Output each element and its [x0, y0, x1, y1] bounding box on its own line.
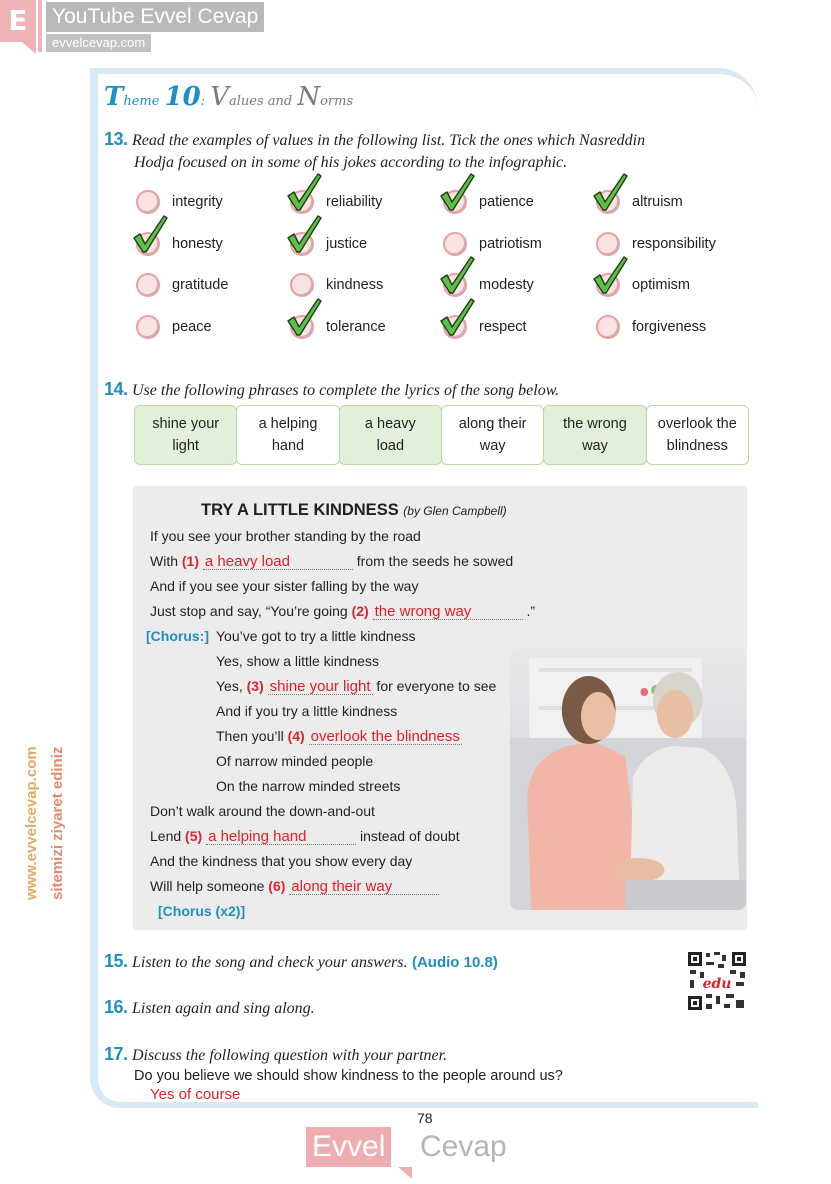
- kindness-photo: [510, 648, 746, 910]
- lyric-line: [150, 877, 439, 895]
- phrase-line2: hand: [271, 438, 305, 454]
- phrase-line1: overlook the: [657, 416, 737, 432]
- value-checkbox-optimism[interactable]: [596, 269, 746, 301]
- song-title-text: TRY A LITTLE KINDNESS: [201, 501, 399, 519]
- song-author: (by Glen Campbell): [403, 504, 507, 518]
- lyric-text: Will help someone: [150, 878, 269, 894]
- answer-blank[interactable]: [289, 878, 439, 895]
- theme-v-initial: V: [210, 82, 229, 112]
- question-number: 16.: [104, 997, 128, 1017]
- page-number: 78: [417, 1110, 433, 1126]
- value-label: responsibility: [632, 235, 716, 252]
- phrase-line1: shine your: [152, 416, 220, 432]
- value-label: tolerance: [326, 318, 386, 335]
- value-label: forgiveness: [632, 318, 707, 335]
- phrase-text: [259, 413, 318, 457]
- question-text: Listen to the song and check your answers.: [131, 954, 408, 971]
- theme-n-initial: N: [297, 82, 321, 112]
- phrase-line1: the wrong: [563, 416, 627, 432]
- question-text: Read the examples of values in the following list. Tick the ones which Nasreddin: [131, 132, 646, 149]
- phrase-card[interactable]: [441, 405, 544, 465]
- checkmark-icon: [286, 172, 322, 212]
- lyric-text: .”: [522, 603, 536, 619]
- question-text-line2: Hodja focused on in some of his jokes according to the infographic.: [134, 154, 568, 171]
- value-label: altruism: [632, 194, 683, 210]
- value-label: modesty: [479, 277, 534, 293]
- value-label: optimism: [632, 277, 691, 293]
- question-text: Listen again and sing along.: [131, 1000, 315, 1017]
- lyric-text: Just stop and say, “You’re going: [150, 603, 352, 619]
- lyric-line: [216, 677, 496, 695]
- answer-text: a heavy load: [204, 553, 290, 570]
- lyric-line: [216, 727, 462, 745]
- checkbox-circle[interactable]: [596, 315, 620, 339]
- theme-colon: :: [200, 94, 206, 109]
- phrase-text: [152, 413, 219, 457]
- value-checkbox-patience[interactable]: [443, 186, 596, 218]
- value-label: honesty: [172, 235, 223, 252]
- footer-brand-evvel: Evvel: [306, 1127, 391, 1167]
- lyric-text: for everyone to see: [372, 678, 497, 694]
- checkbox-circle[interactable]: [136, 315, 160, 339]
- checkbox-circle[interactable]: [136, 190, 160, 214]
- checkmark-icon: [286, 297, 322, 337]
- blank-number: (1): [181, 553, 200, 569]
- qr-code[interactable]: [686, 950, 748, 1012]
- value-label: justice: [326, 235, 368, 252]
- question-15: [104, 950, 498, 974]
- blank-number: (6): [268, 878, 286, 894]
- value-checkbox-justice[interactable]: [290, 228, 443, 260]
- phrase-bank: [134, 405, 748, 465]
- value-label: reliability: [326, 194, 383, 210]
- theme-word: heme: [123, 94, 160, 109]
- value-label: peace: [172, 318, 212, 335]
- checkmark-icon: [286, 214, 322, 254]
- phrase-text: [459, 413, 527, 457]
- lyric-text: With: [150, 553, 182, 569]
- qr-label: edu: [702, 976, 732, 992]
- theme-title: [104, 80, 353, 119]
- value-checkbox-gratitude[interactable]: [136, 269, 290, 301]
- phrase-text: [365, 413, 416, 457]
- checkmark-icon: [592, 172, 628, 212]
- value-label: kindness: [326, 277, 384, 293]
- value-label: gratitude: [172, 277, 229, 293]
- phrase-card[interactable]: [646, 405, 749, 465]
- value-checkbox-tolerance[interactable]: [290, 311, 443, 343]
- discussion-answer[interactable]: Yes of course: [150, 1086, 241, 1103]
- answer-text: the wrong way: [374, 603, 472, 620]
- value-checkbox-respect[interactable]: [443, 311, 596, 343]
- answer-blank[interactable]: [309, 728, 462, 745]
- lyric-text: instead of doubt: [356, 828, 460, 844]
- value-label: patriotism: [479, 235, 542, 252]
- question-text: Use the following phrases to complete the lyrics of the song below.: [131, 382, 560, 399]
- phrase-line2: blindness: [666, 438, 728, 454]
- watermark-header: [0, 0, 260, 60]
- watermark-logo: E: [0, 0, 36, 42]
- answer-text: overlook the blindness: [310, 728, 460, 745]
- lyric-line: [150, 827, 460, 845]
- footer-brand-cevap: Cevap: [420, 1130, 507, 1163]
- phrase-line2: way: [582, 438, 608, 454]
- phrase-card[interactable]: [339, 405, 442, 465]
- diagonal-watermark-slogan: sitemizi ziyaret ediniz: [49, 746, 66, 900]
- blank-number: (5): [185, 828, 203, 844]
- question-17: [104, 1043, 447, 1067]
- phrase-line2: way: [479, 438, 506, 454]
- blank-number: (2): [351, 603, 369, 619]
- values-checklist: [136, 186, 746, 352]
- phrase-card[interactable]: [543, 405, 646, 465]
- lyric-line: Of narrow minded people: [216, 753, 374, 769]
- lyric-line: If you see your brother standing by the road: [150, 528, 421, 544]
- theme-n-rest: orms: [320, 94, 354, 109]
- phrase-card[interactable]: [236, 405, 339, 465]
- phrase-line2: light: [172, 438, 199, 454]
- lyric-text: Lend: [150, 828, 186, 844]
- lyric-line: And if you try a little kindness: [216, 703, 398, 719]
- chorus-label-text: [Chorus:]: [146, 628, 209, 644]
- lyric-line: Yes, show a little kindness: [216, 653, 379, 669]
- lyric-line: And if you see your sister falling by the way: [150, 578, 419, 594]
- lyric-line: [150, 552, 513, 570]
- qr-code-icon: [686, 950, 748, 1012]
- checkbox-circle[interactable]: [596, 232, 620, 256]
- blank-number: (3): [246, 678, 264, 694]
- question-13: [104, 128, 744, 174]
- footer-brand-tail: [398, 1167, 412, 1179]
- checkmark-icon: [439, 172, 475, 212]
- checkbox-circle[interactable]: [136, 273, 160, 297]
- answer-blank[interactable]: [373, 603, 523, 620]
- phrase-line1: a heavy: [364, 416, 416, 432]
- watermark-site: evvelcevap.com: [46, 34, 151, 52]
- song-title: [201, 500, 507, 521]
- chorus-label: [146, 627, 209, 645]
- phrase-line1: along their: [458, 416, 527, 432]
- question-number: 14.: [104, 379, 128, 399]
- blank-number: (4): [287, 728, 305, 744]
- watermark-logo-tail: [22, 42, 36, 54]
- question-number: 17.: [104, 1044, 128, 1064]
- theme-number: 10: [164, 82, 201, 112]
- theme-initial: T: [104, 82, 124, 112]
- answer-text: shine your light: [269, 678, 371, 695]
- value-checkbox-altruism[interactable]: [596, 186, 746, 218]
- checkbox-circle[interactable]: [290, 273, 314, 297]
- answer-text: along their way: [291, 878, 393, 895]
- lyric-line: You’ve got to try a little kindness: [216, 628, 416, 644]
- answer-blank[interactable]: [203, 553, 353, 570]
- discussion-question: Do you believe we should show kindness to the people around us?: [134, 1068, 563, 1084]
- lyric-line: On the narrow minded streets: [216, 778, 401, 794]
- question-14: [104, 378, 559, 402]
- phrase-line2: load: [376, 438, 405, 454]
- value-label: integrity: [172, 194, 223, 210]
- checkmark-icon: [132, 214, 168, 254]
- answer-blank[interactable]: [206, 828, 356, 845]
- lyric-text: Then you’ll: [216, 728, 288, 744]
- phrase-text: [658, 413, 737, 457]
- audio-reference[interactable]: (Audio 10.8): [411, 954, 498, 971]
- checkbox-circle[interactable]: [443, 232, 467, 256]
- question-16: [104, 996, 315, 1020]
- value-checkbox-honesty[interactable]: [136, 228, 290, 260]
- theme-v-rest: alues and: [229, 94, 293, 109]
- phrase-text: [563, 413, 627, 457]
- lyric-line: Don’t walk around the down-and-out: [150, 803, 375, 819]
- question-number: 15.: [104, 951, 128, 971]
- diagonal-watermark-url: www.evvelcevap.com: [23, 746, 40, 900]
- value-label: patience: [479, 194, 534, 210]
- phrase-line1: a helping: [258, 416, 318, 432]
- phrase-card[interactable]: [134, 405, 237, 465]
- checkmark-icon: [439, 297, 475, 337]
- two-women-illustration: [510, 648, 746, 910]
- answer-text: a helping hand: [208, 828, 307, 845]
- lyric-line: And the kindness that you show every day: [150, 853, 413, 869]
- value-checkbox-peace[interactable]: [136, 311, 290, 343]
- lyric-line: [150, 602, 535, 620]
- value-label: respect: [479, 318, 527, 335]
- question-number: 13.: [104, 129, 128, 149]
- watermark-footer: [306, 1127, 546, 1183]
- watermark-channel: YouTube Evvel Cevap: [46, 2, 264, 32]
- lyric-text: from the seeds he sowed: [352, 553, 514, 569]
- checkmark-icon: [592, 255, 628, 295]
- question-text: Discuss the following question with your partner.: [131, 1047, 448, 1064]
- chorus-repeat: [158, 902, 245, 920]
- checkmark-icon: [439, 255, 475, 295]
- watermark-logo-bar: [38, 0, 42, 52]
- lyric-text: Yes,: [216, 678, 247, 694]
- answer-blank[interactable]: [268, 678, 373, 695]
- value-checkbox-forgiveness[interactable]: [596, 311, 746, 343]
- chorus-repeat-text: [Chorus (x2)]: [158, 903, 246, 919]
